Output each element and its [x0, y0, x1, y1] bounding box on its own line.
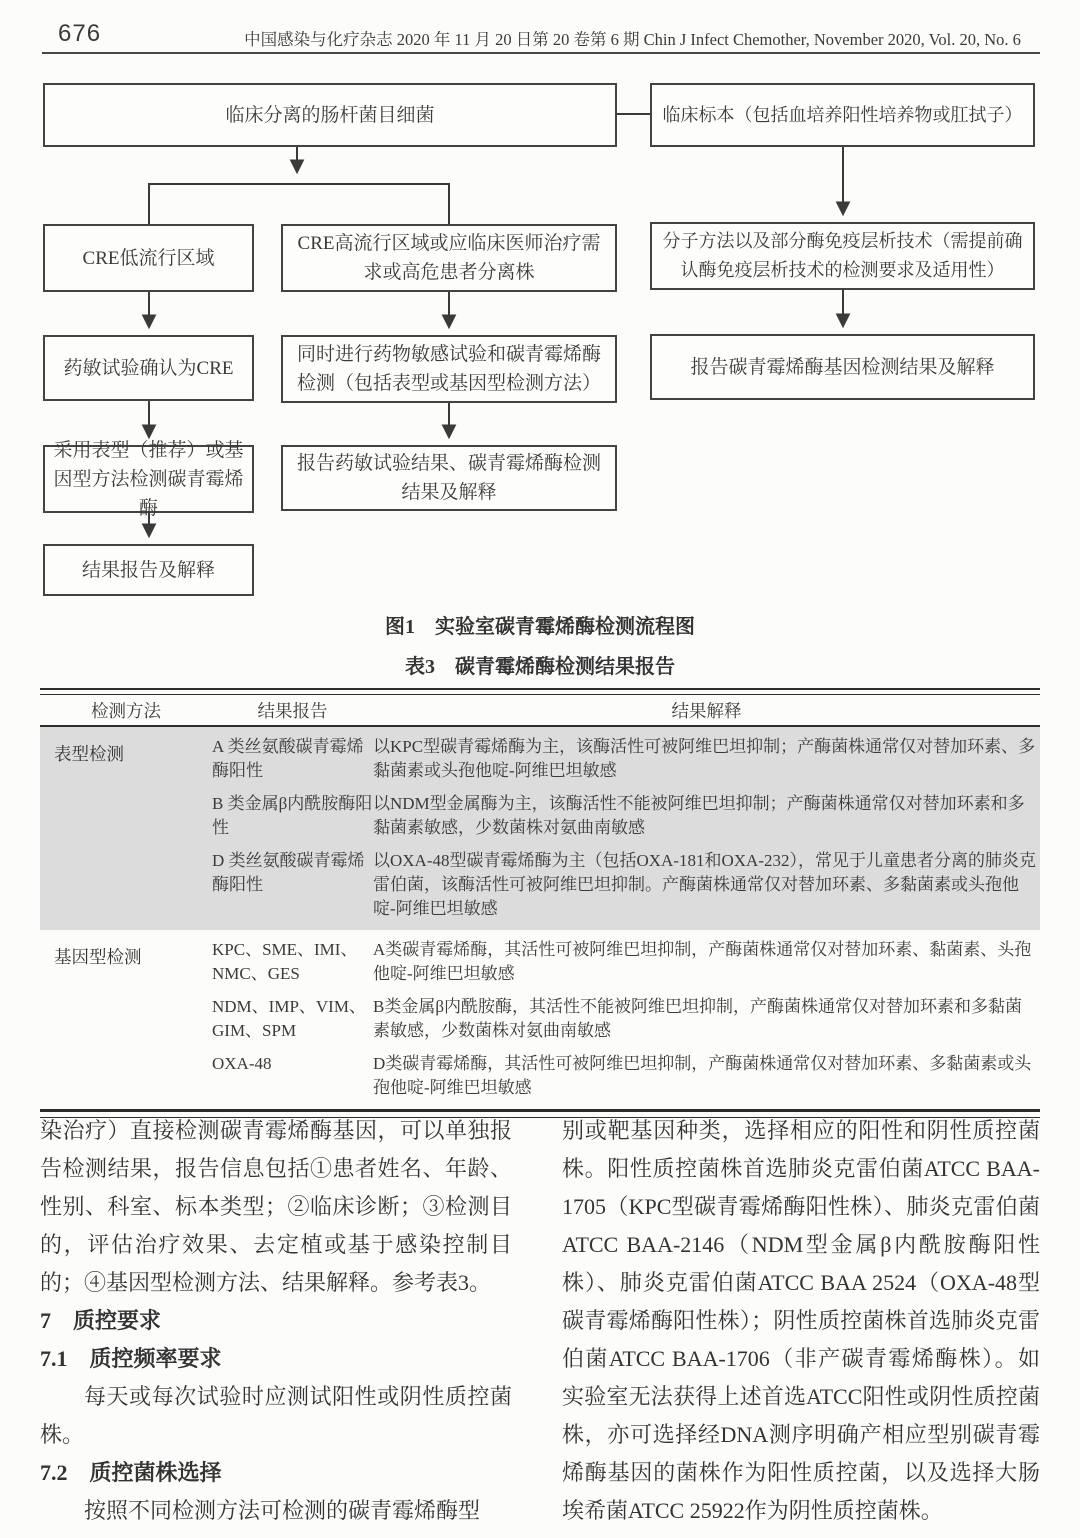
interpretation-cell: 以NDM型金属酶为主，该酶活性不能被阿维巴坦抑制；产酶菌株通常仅对替加环素和多黏菌素敏感，少数菌株对氨曲南敏感: [373, 794, 1025, 837]
table-header-interpretation: 结果解释: [671, 700, 742, 721]
table-row: [212, 933, 1040, 990]
table-title: 表3 碳青霉烯酶检测结果报告: [405, 656, 675, 678]
flow-box-ast-confirm: 药敏试验确认为CRE: [43, 335, 254, 401]
interpretation-cell: 以KPC型碳青霉烯酶为主，该酶活性可被阿维巴坦抑制；产酶菌株通常仅对替加环素、多黏菌素或头孢他啶-阿维巴坦敏感: [373, 737, 1036, 780]
section-heading-7: 7 质控要求: [40, 1308, 162, 1333]
section-7-1-text: 每天或每次试验时应测试阳性或阴性质控菌株。: [40, 1384, 512, 1447]
flow-box-report-gene: 报告碳青霉烯酶基因检测结果及解释: [650, 334, 1035, 400]
results-table: [40, 650, 1040, 1118]
figure-caption: 图1 实验室碳青霉烯酶检测流程图: [385, 616, 695, 638]
table-header-report: 结果报告: [257, 700, 328, 721]
report-cell: KPC、SME、IMI、NMC、GES: [212, 940, 358, 983]
table-row: [212, 787, 1040, 844]
report-cell: B 类金属β内酰胺酶阳性: [212, 794, 373, 837]
report-cell: A 类丝氨酸碳青霉烯酶阳性: [212, 737, 364, 780]
table-row: [212, 1047, 1040, 1104]
flowchart-figure: [0, 80, 1080, 648]
table-method-cell: 表型检测: [54, 744, 124, 764]
table-section-genotype: [40, 930, 1040, 1109]
table-header-method: 检测方法: [91, 700, 161, 721]
interpretation-cell: D类碳青霉烯酶，其活性可被阿维巴坦抑制，产酶菌株通常仅对替加环素、多黏菌素或头孢他啶-阿维巴坦敏感: [373, 1054, 1032, 1097]
interpretation-cell: 以OXA-48型碳青霉烯酶为主（包括OXA-181和OXA-232），常见于儿童患者分离的肺炎克雷伯菌，该酶活性可被阿维巴坦抑制。产酶菌株通常仅对替加环素、多黏菌素或头孢他啶-阿维巴坦敏感: [373, 851, 1036, 918]
table-section-phenotype: [40, 727, 1040, 930]
flow-box-clinical-specimen: 临床标本（包括血培养阳性培养物或肛拭子）: [650, 83, 1035, 147]
table-top-rule: [40, 688, 1040, 695]
journal-title: 中国感染与化疗杂志 2020 年 11 月 20 日第 20 卷第 6 期 Chin J Infect Chemother, November 2020, Vol. 20, No. 6: [244, 30, 1021, 49]
interpretation-cell: A类碳青霉烯酶，其活性可被阿维巴坦抑制，产酶菌株通常仅对替加环素、黏菌素、头孢他啶-阿维巴坦敏感: [373, 940, 1032, 983]
report-cell: D 类丝氨酸碳青霉烯酶阳性: [212, 851, 365, 894]
report-cell: OXA-48: [212, 1054, 272, 1073]
body-right-column: [562, 1112, 1040, 1530]
flow-box-report-ast: 报告药敏试验结果、碳青霉烯酶检测结果及解释: [281, 445, 617, 511]
table-row: [212, 844, 1040, 925]
section-heading-7-2: 7.2 质控菌株选择: [40, 1460, 222, 1485]
body-paragraph: 染治疗）直接检测碳青霉烯酶基因，可以单独报告检测结果，报告信息包括①患者姓名、年龄、性别、科室、标本类型；②临床诊断；③检测目的，评估治疗效果、去定植或基于感染控制目的；④基因型检测方法、结果解释。参考表3。: [40, 1118, 512, 1295]
body-paragraph: 别或靶基因种类，选择相应的阳性和阴性质控菌株。阳性质控菌株首选肺炎克雷伯菌ATCC BAA-1705（KPC型碳青霉烯酶阳性株）、肺炎克雷伯菌ATCC BAA-2146（NDM型金属β内酰胺酶阳性株）、肺炎克雷伯菌ATCC BAA 2524（OXA-48型碳青霉烯酶阳性株）；阴性质控菌株首选肺炎克雷伯菌ATCC BAA-1706（非产碳青霉烯酶株）。如实验室无法获得上述首选ATCC阳性或阴性质控菌株，亦可选择经DNA测序明确产相应型别碳青霉烯酶基因的菌株作为阳性质控菌，以及选择大肠埃希菌ATCC 25922作为阴性质控菌株。: [562, 1118, 1040, 1523]
interpretation-cell: B类金属β内酰胺酶，其活性不能被阿维巴坦抑制，产酶菌株通常仅对替加环素和多黏菌素敏感，少数菌株对氨曲南敏感: [373, 997, 1022, 1040]
report-cell: NDM、IMP、VIM、GIM、SPM: [212, 997, 366, 1040]
page-number: 676: [58, 20, 102, 47]
section-7-2-text: 按照不同检测方法可检测的碳青霉烯酶型: [84, 1498, 481, 1523]
flow-box-clinical-isolate: 临床分离的肠杆菌目细菌: [43, 83, 617, 147]
flow-box-cre-low: CRE低流行区域: [43, 224, 254, 292]
flow-box-simultaneous-test: 同时进行药物敏感试验和碳青霉烯酶检测（包括表型或基因型检测方法）: [281, 335, 617, 403]
table-method-cell: 基因型检测: [54, 947, 142, 967]
table-header-row: [40, 695, 1040, 727]
header-rule: [42, 52, 1040, 54]
flow-box-result-report: 结果报告及解释: [43, 544, 254, 596]
flow-box-molecular-method: 分子方法以及部分酶免疫层析技术（需提前确认酶免疫层析技术的检测要求及适用性）: [650, 222, 1035, 290]
flow-box-phenotype-method: 采用表型（推荐）或基因型方法检测碳青霉烯酶: [43, 445, 254, 513]
table-row: [212, 730, 1040, 787]
body-left-column: [40, 1112, 512, 1530]
flow-box-cre-high: CRE高流行区域或应临床医师治疗需求或高危患者分离株: [281, 224, 617, 292]
section-heading-7-1: 7.1 质控频率要求: [40, 1346, 222, 1371]
table-row: [212, 990, 1040, 1047]
